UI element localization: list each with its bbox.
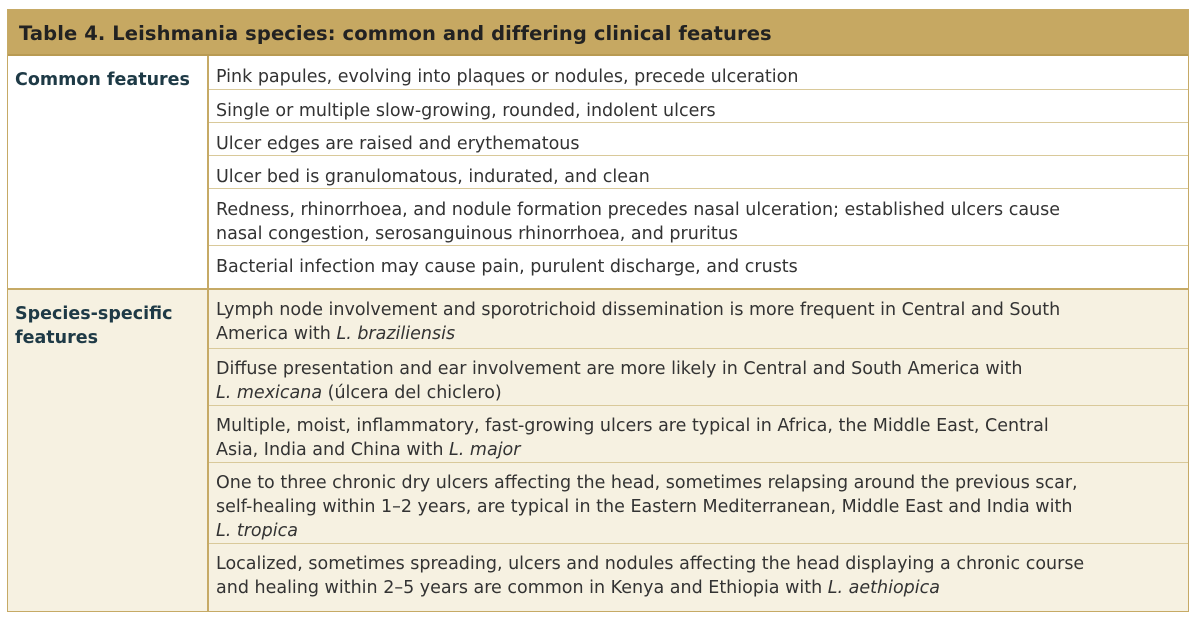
feature-line: One to three chronic dry ulcers affecting the head, sometimes relapsing around the previous scar, bbox=[216, 473, 1078, 493]
species-name: L. major bbox=[449, 440, 521, 460]
feature-text-fragment: (úlcera del chiclero) bbox=[322, 383, 502, 403]
common-feature-text bbox=[216, 255, 798, 279]
feature-line bbox=[216, 381, 1022, 405]
feature-line: Multiple, moist, inflammatory, fast-growing ulcers are typical in Africa, the Middle East, Central bbox=[216, 416, 1049, 436]
common-features-section bbox=[8, 56, 1188, 290]
feature-text-fragment: America with bbox=[216, 324, 337, 344]
feature-line: Pink papules, evolving into plaques or nodules, precede ulceration bbox=[216, 67, 799, 87]
feature-text-fragment: Asia, India and China with bbox=[216, 440, 450, 460]
species-feature-text bbox=[216, 471, 1078, 543]
table-title-bar bbox=[8, 10, 1188, 56]
common-features-label-cell bbox=[8, 56, 209, 288]
common-feature-row bbox=[209, 155, 1188, 188]
species-name: L. braziliensis bbox=[336, 324, 456, 344]
feature-line: Ulcer edges are raised and erythematous bbox=[216, 134, 580, 154]
common-feature-text bbox=[216, 165, 650, 189]
feature-line: Localized, sometimes spreading, ulcers and nodules affecting the head displaying a chronic course bbox=[216, 554, 1085, 574]
common-features-label: Common features bbox=[15, 70, 190, 90]
species-feature-text bbox=[216, 414, 1049, 462]
common-feature-row bbox=[209, 188, 1188, 245]
feature-line: Ulcer bed is granulomatous, indurated, and clean bbox=[216, 167, 650, 187]
common-feature-row bbox=[209, 122, 1188, 155]
species-feature-row bbox=[209, 290, 1188, 348]
feature-line: self-healing within 1–2 years, are typical in the Eastern Mediterranean, Middle East and India with bbox=[216, 497, 1073, 517]
species-feature-text bbox=[216, 298, 1060, 346]
feature-line: Diffuse presentation and ear involvement are more likely in Central and South America with bbox=[216, 359, 1023, 379]
common-feature-row bbox=[209, 89, 1188, 122]
feature-line bbox=[216, 519, 1078, 543]
common-feature-row bbox=[209, 245, 1188, 290]
common-feature-text bbox=[216, 65, 798, 89]
feature-line: Redness, rhinorrhoea, and nodule formation precedes nasal ulceration; established ulcers cause bbox=[216, 200, 1061, 220]
common-feature-row bbox=[209, 56, 1188, 89]
feature-line bbox=[216, 322, 1060, 346]
species-name: L. tropica bbox=[216, 521, 298, 541]
clinical-features-table bbox=[7, 9, 1189, 612]
feature-line: Bacterial infection may cause pain, purulent discharge, and crusts bbox=[216, 257, 798, 277]
table-title: Table 4. Leishmania species: common and differing clinical features bbox=[19, 22, 772, 45]
species-feature-row bbox=[209, 348, 1188, 405]
feature-line: nasal congestion, serosanguinous rhinorrhoea, and pruritus bbox=[216, 224, 738, 244]
species-features-label-cell bbox=[8, 290, 209, 611]
feature-line: Lymph node involvement and sporotrichoid dissemination is more frequent in Central and South bbox=[216, 300, 1061, 320]
species-specific-section bbox=[8, 290, 1188, 611]
species-features-label: Species-specific features bbox=[15, 304, 173, 348]
species-name: L. aethiopica bbox=[827, 578, 941, 598]
feature-line bbox=[216, 438, 1049, 462]
feature-text-fragment: and healing within 2–5 years are common in Kenya and Ethiopia with bbox=[216, 578, 828, 598]
species-feature-row bbox=[209, 405, 1188, 462]
species-feature-row bbox=[209, 543, 1188, 611]
species-feature-text bbox=[216, 357, 1022, 405]
common-feature-text bbox=[216, 132, 580, 156]
species-feature-text bbox=[216, 552, 1084, 600]
common-feature-text bbox=[216, 198, 1060, 246]
feature-line: Single or multiple slow-growing, rounded, indolent ulcers bbox=[216, 101, 716, 121]
common-feature-text bbox=[216, 99, 716, 123]
feature-line bbox=[216, 576, 1084, 600]
species-name: L. mexicana bbox=[216, 383, 323, 403]
species-feature-row bbox=[209, 462, 1188, 543]
